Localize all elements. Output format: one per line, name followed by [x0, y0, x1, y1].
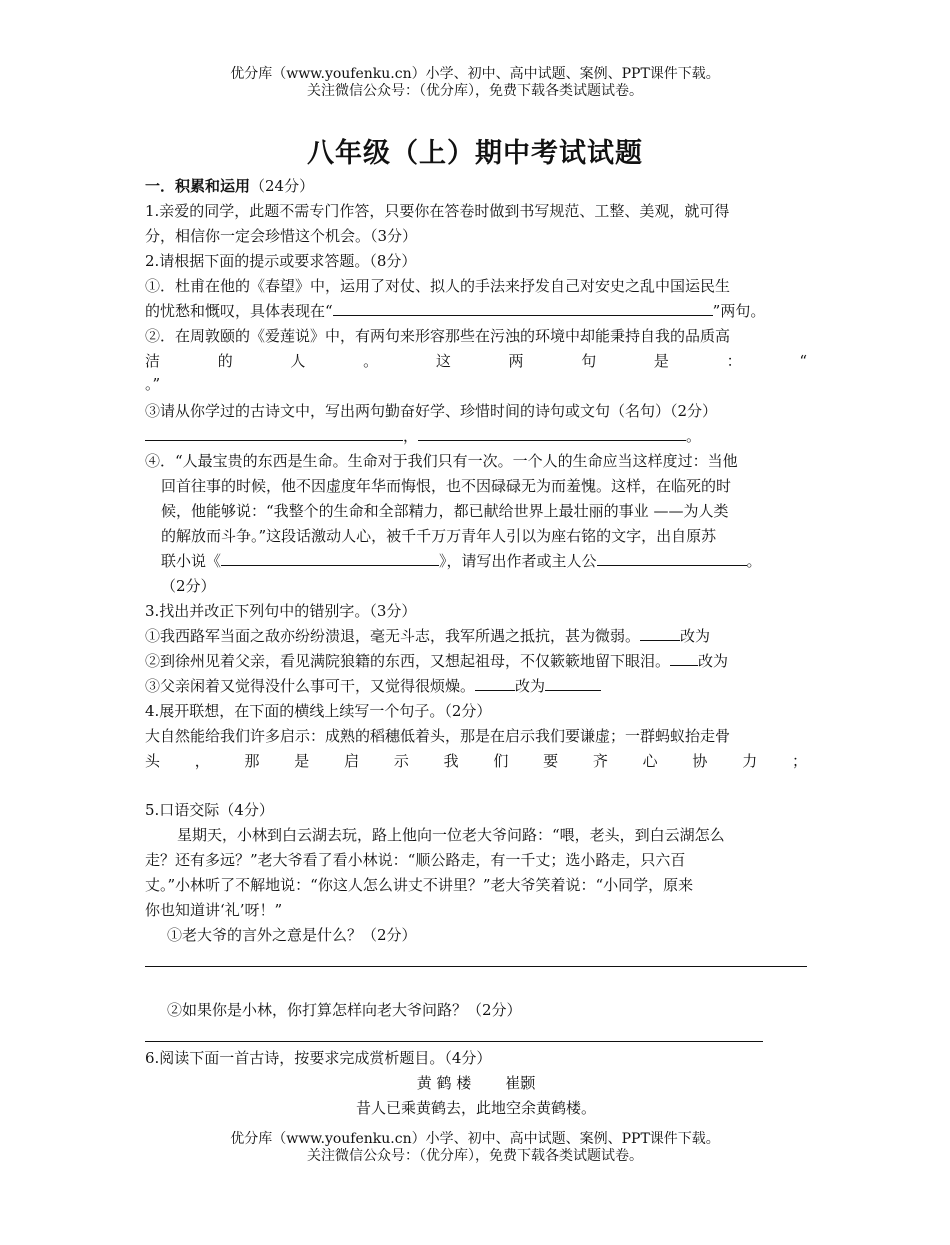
- poem-author: 崔颢: [505, 1074, 536, 1092]
- q2-d-mid: 》，请写出作者或主人公: [439, 552, 597, 570]
- q3-sentence-2: [145, 651, 728, 671]
- q2-c-answer-blank-1[interactable]: [145, 426, 403, 441]
- novel-title-blank[interactable]: [221, 551, 439, 566]
- q4-char: 协: [692, 752, 708, 770]
- q2-b-char: 。: [363, 352, 379, 370]
- q2-d-suffix: 。: [746, 552, 762, 570]
- section-heading: [145, 176, 314, 196]
- q2-a-line-1: ①．杜甫在他的《春望》中，运用了对仗、拟人的手法来抒发自己对安史之乱中国运民生: [145, 277, 731, 295]
- q3-sentence-3: [145, 676, 601, 696]
- page-title: 八年级（上）期中考试试题: [307, 138, 643, 169]
- section-score: （24分）: [250, 177, 315, 195]
- q5-sub-question-2: ②如果你是小林，你打算怎样向老大爷问路？（2分）: [167, 1001, 522, 1019]
- q2-a-prefix: 的忧愁和慨叹，具体表现在“: [145, 302, 333, 320]
- q2-b-line-2: [145, 351, 807, 371]
- q2-c-line-2: [145, 426, 701, 446]
- footer-line-2: 关注微信公众号：（优分库），免费下载各类试题试卷。: [307, 1148, 643, 1164]
- poem-line-1: 昔人已乘黄鹤去，此地空余黄鹤楼。: [355, 1099, 596, 1117]
- q2-c-period: 。: [686, 427, 702, 445]
- q3-s3-change: 改为: [515, 677, 546, 695]
- q2-d-line-2: 回首往事的时候，他不因虚度年华而悔恨，也不因碌碌无为而羞愧。这样，在临死的时: [161, 477, 732, 495]
- q2-a-line-2: [145, 301, 765, 321]
- q4-char: 是: [294, 752, 310, 770]
- q4-char: 头: [145, 752, 161, 770]
- q3-s3-blank-1[interactable]: [475, 676, 515, 691]
- q2-b-char: 是: [653, 352, 669, 370]
- q4-char: 示: [393, 752, 409, 770]
- q3-s1-text: ①我西路军当面之敌亦纷纷溃退，毫无斗志，我军所遇之抵抗，甚为微弱。: [145, 627, 641, 645]
- q3-s3-blank-2[interactable]: [545, 676, 601, 691]
- q4-char: 我: [443, 752, 459, 770]
- poem-title: 黄 鹤 楼: [416, 1074, 472, 1092]
- q4-char: 启: [344, 752, 360, 770]
- q2-heading: 2.请根据下面的提示或要求答题。（8分）: [145, 252, 417, 270]
- q2-b-char: 这: [435, 352, 451, 370]
- q4-char: ，: [194, 752, 210, 770]
- q2-d-line-1: ④．“人最宝贵的东西是生命。生命对于我们只有一次。一个人的生命应当这样度过：当他: [145, 452, 738, 470]
- q5-para-3: 丈。”小林听了不解地说：“你这人怎么讲丈不讲里？”老大爷笑着说：“小同学，原来: [145, 876, 694, 894]
- q1-line-2: 分，相信你一定会珍惜这个机会。（3分）: [145, 227, 418, 245]
- q1-line-1: 1.亲爱的同学，此题不需专门作答，只要你在答卷时做到书写规范、工整、美观，就可得: [145, 202, 730, 220]
- q3-s1-change: 改为: [680, 627, 711, 645]
- q5-para-4: 你也知道讲‘礼’呀！”: [145, 901, 283, 919]
- q5-para-2: 走？还有多远？”老大爷看了看小林说：“顺公路走，有一千丈；选小路走，只六百: [145, 851, 686, 869]
- q4-char: 心: [642, 752, 658, 770]
- q2-d-score: （2分）: [161, 577, 216, 595]
- author-blank[interactable]: [597, 551, 747, 566]
- q5-heading: 5.口语交际（4分）: [145, 801, 274, 819]
- q5-answer-line-2[interactable]: [145, 1041, 763, 1042]
- q5-para-1: 星期天，小林到白云湖去玩，路上他向一位老大爷问路：“喂，老头，到白云湖怎么: [177, 826, 725, 844]
- q3-s2-text: ②到徐州见着父亲，看见满院狼籍的东西，又想起祖母，不仅簌簌地留下眼泪。: [145, 652, 671, 670]
- q5-sub-question-1: ①老大爷的言外之意是什么？（2分）: [167, 926, 417, 944]
- q2-b-char: 洁: [145, 352, 161, 370]
- q2-c-answer-blank-2[interactable]: [418, 426, 686, 441]
- q4-line-2: [145, 751, 807, 771]
- q4-char: ；: [791, 752, 807, 770]
- q3-s2-blank[interactable]: [670, 651, 698, 666]
- q2-d-prefix: 联小说《: [161, 552, 222, 570]
- q3-s2-change: 改为: [698, 652, 729, 670]
- q2-c-line-1: ③请从你学过的古诗文中，写出两句勤奋好学、珍惜时间的诗句或文句（名句）（2分）: [145, 402, 718, 420]
- q2-b-char: 人: [290, 352, 306, 370]
- q2-b-char: 的: [217, 352, 233, 370]
- section-title: 一．积累和运用: [145, 177, 251, 195]
- q2-b-line-3: 。”: [145, 375, 161, 393]
- q3-sentence-1: [145, 626, 710, 646]
- q4-char: 要: [543, 752, 559, 770]
- poem-title-line: [145, 1073, 807, 1093]
- q2-d-line-3: 候，他能够说：“我整个的生命和全部精力，都已献给世界上最壮丽的事业 ——为人类: [161, 502, 729, 520]
- footer-line-1: 优分库（www.youfenku.cn）小学、初中、高中试题、案例、PPT课件下载。: [230, 1131, 720, 1147]
- q5-answer-line-1[interactable]: [145, 966, 807, 967]
- q4-line-1: 大自然能给我们许多启示：成熟的稻穗低着头，那是在启示我们要谦虚；一群蚂蚁抬走骨: [145, 727, 731, 745]
- q2-b-char: ：: [726, 352, 742, 370]
- q2-b-char: 两: [508, 352, 524, 370]
- q2-c-comma: ，: [403, 427, 419, 445]
- q4-char: 力: [742, 752, 758, 770]
- q4-char: 们: [493, 752, 509, 770]
- q3-s1-blank[interactable]: [640, 626, 680, 641]
- q4-char: 齐: [592, 752, 608, 770]
- q2-b-char: “: [799, 352, 807, 370]
- q2-b-line-1: ②．在周敦颐的《爱莲说》中，有两句来形容那些在污浊的环境中却能秉持自我的品质高: [145, 327, 731, 345]
- q4-heading: 4.展开联想，在下面的横线上续写一个句子。（2分）: [145, 702, 492, 720]
- page-header: [0, 66, 950, 100]
- q4-char: 那: [244, 752, 260, 770]
- q2-d-line-4: 的解放而斗争。”这段话激动人心，被千千万万青年人引以为座右铭的文字，出自原苏: [161, 527, 717, 545]
- q2-b-char: 句: [581, 352, 597, 370]
- q3-heading: 3.找出并改正下列句中的错别字。（3分）: [145, 602, 417, 620]
- header-line-1: 优分库（www.youfenku.cn）小学、初中、高中试题、案例、PPT课件下载。: [230, 66, 720, 82]
- q2-a-suffix: ”两句。: [712, 302, 766, 320]
- page-footer: [0, 1131, 950, 1165]
- q2-a-answer-blank[interactable]: [333, 301, 713, 316]
- q3-s3-text: ③父亲闲着又觉得没什么事可干，又觉得很烦燥。: [145, 677, 476, 695]
- q2-d-line-5: [161, 551, 762, 571]
- header-line-2: 关注微信公众号：（优分库），免费下载各类试题试卷。: [307, 83, 643, 99]
- q6-heading: 6.阅读下面一首古诗，按要求完成赏析题目。（4分）: [145, 1049, 492, 1067]
